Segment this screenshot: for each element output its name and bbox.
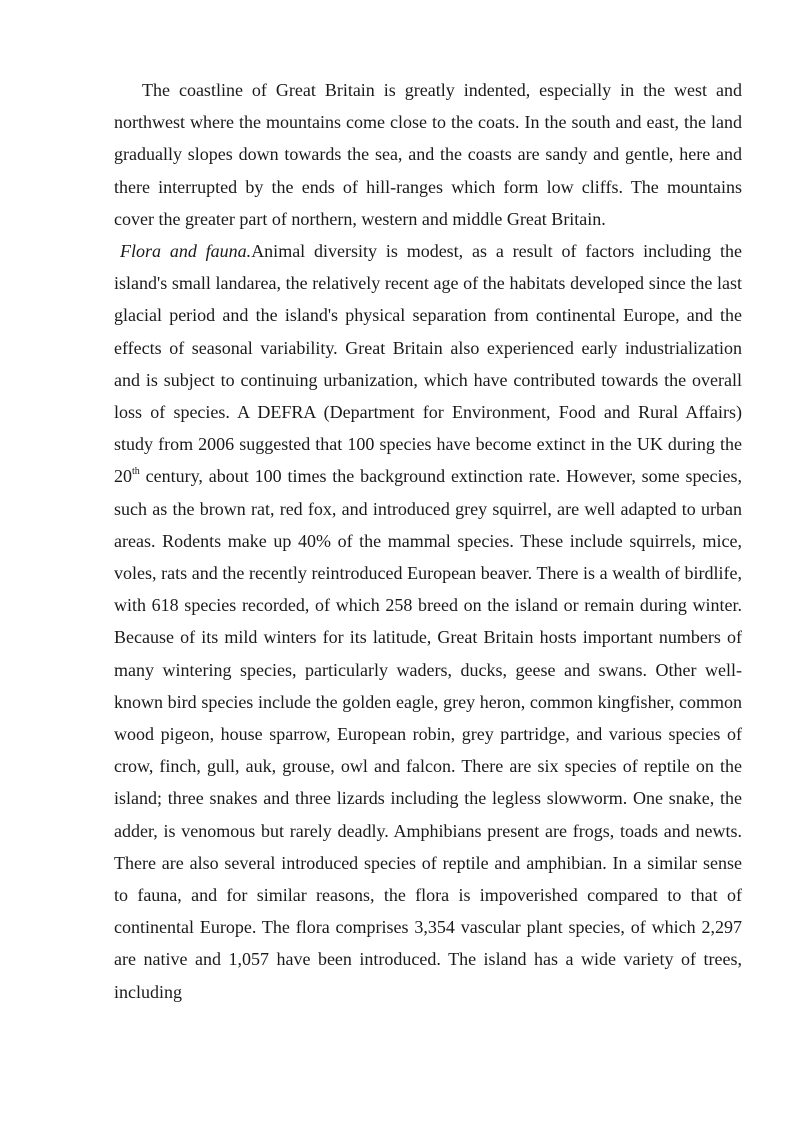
section-heading-flora-fauna: Flora and fauna.: [120, 241, 252, 262]
paragraph-flora-fauna: [114, 235, 742, 1008]
ordinal-superscript: th: [132, 466, 140, 478]
paragraph-text-part1: Animal diversity is modest, as a result of factors including the island's small landarea, the relatively recent age of the habitats developed since the last glacial period and the island's physical separation from continental Europe, and the effects of seasonal variability. Great Britain also experienced early industrialization and is subject to continuing urbanization, which have contributed towards the overall loss of species. A DEFRA (Department for Environment, Food and Rural Affairs) study from 2006 suggested that 100 species have become extinct in the UK during the 20: [114, 241, 742, 487]
paragraph-coastline: The coastline of Great Britain is greatly indented, especially in the west and northwest where the mountains come close to the coats. In the south and east, the land gradually slopes down towards the sea, and the coasts are sandy and gentle, here and there interrupted by the ends of hill-ranges which form low cliffs. The mountains cover the greater part of northern, western and middle Great Britain.: [114, 80, 742, 229]
body-text: [114, 74, 742, 1008]
paragraph-text-part2: century, about 100 times the background extinction rate. However, some species, such as the brown rat, red fox, and introduced grey squirrel, are well adapted to urban areas. Rodents make up 40% of the mammal species. These include squirrels, mice, voles, rats and the recently reintroduced European beaver. There is a wealth of birdlife, with 618 species recorded, of which 258 breed on the island or remain during winter. Because of its mild winters for its latitude, Great Britain hosts important numbers of many wintering species, particularly waders, ducks, geese and swans. Other well-known bird species include the golden eagle, grey heron, common kingfisher, common wood pigeon, house sparrow, European robin, grey partridge, and various species of crow, finch, gull, auk, grouse, owl and falcon. There are six species of reptile on the island; three snakes and three lizards including the legless slowworm. One snake, the adder, is venomous but rarely deadly. Amphibians present are frogs, toads and newts. There are also several introduced species of reptile and amphibian. In a similar sense to fauna, and for similar reasons, the flora is impoverished compared to that of continental Europe. The flora comprises 3,354 vascular plant species, of which 2,297 are native and 1,057 have been introduced. The island has a wide variety of trees, including: [114, 466, 742, 1002]
